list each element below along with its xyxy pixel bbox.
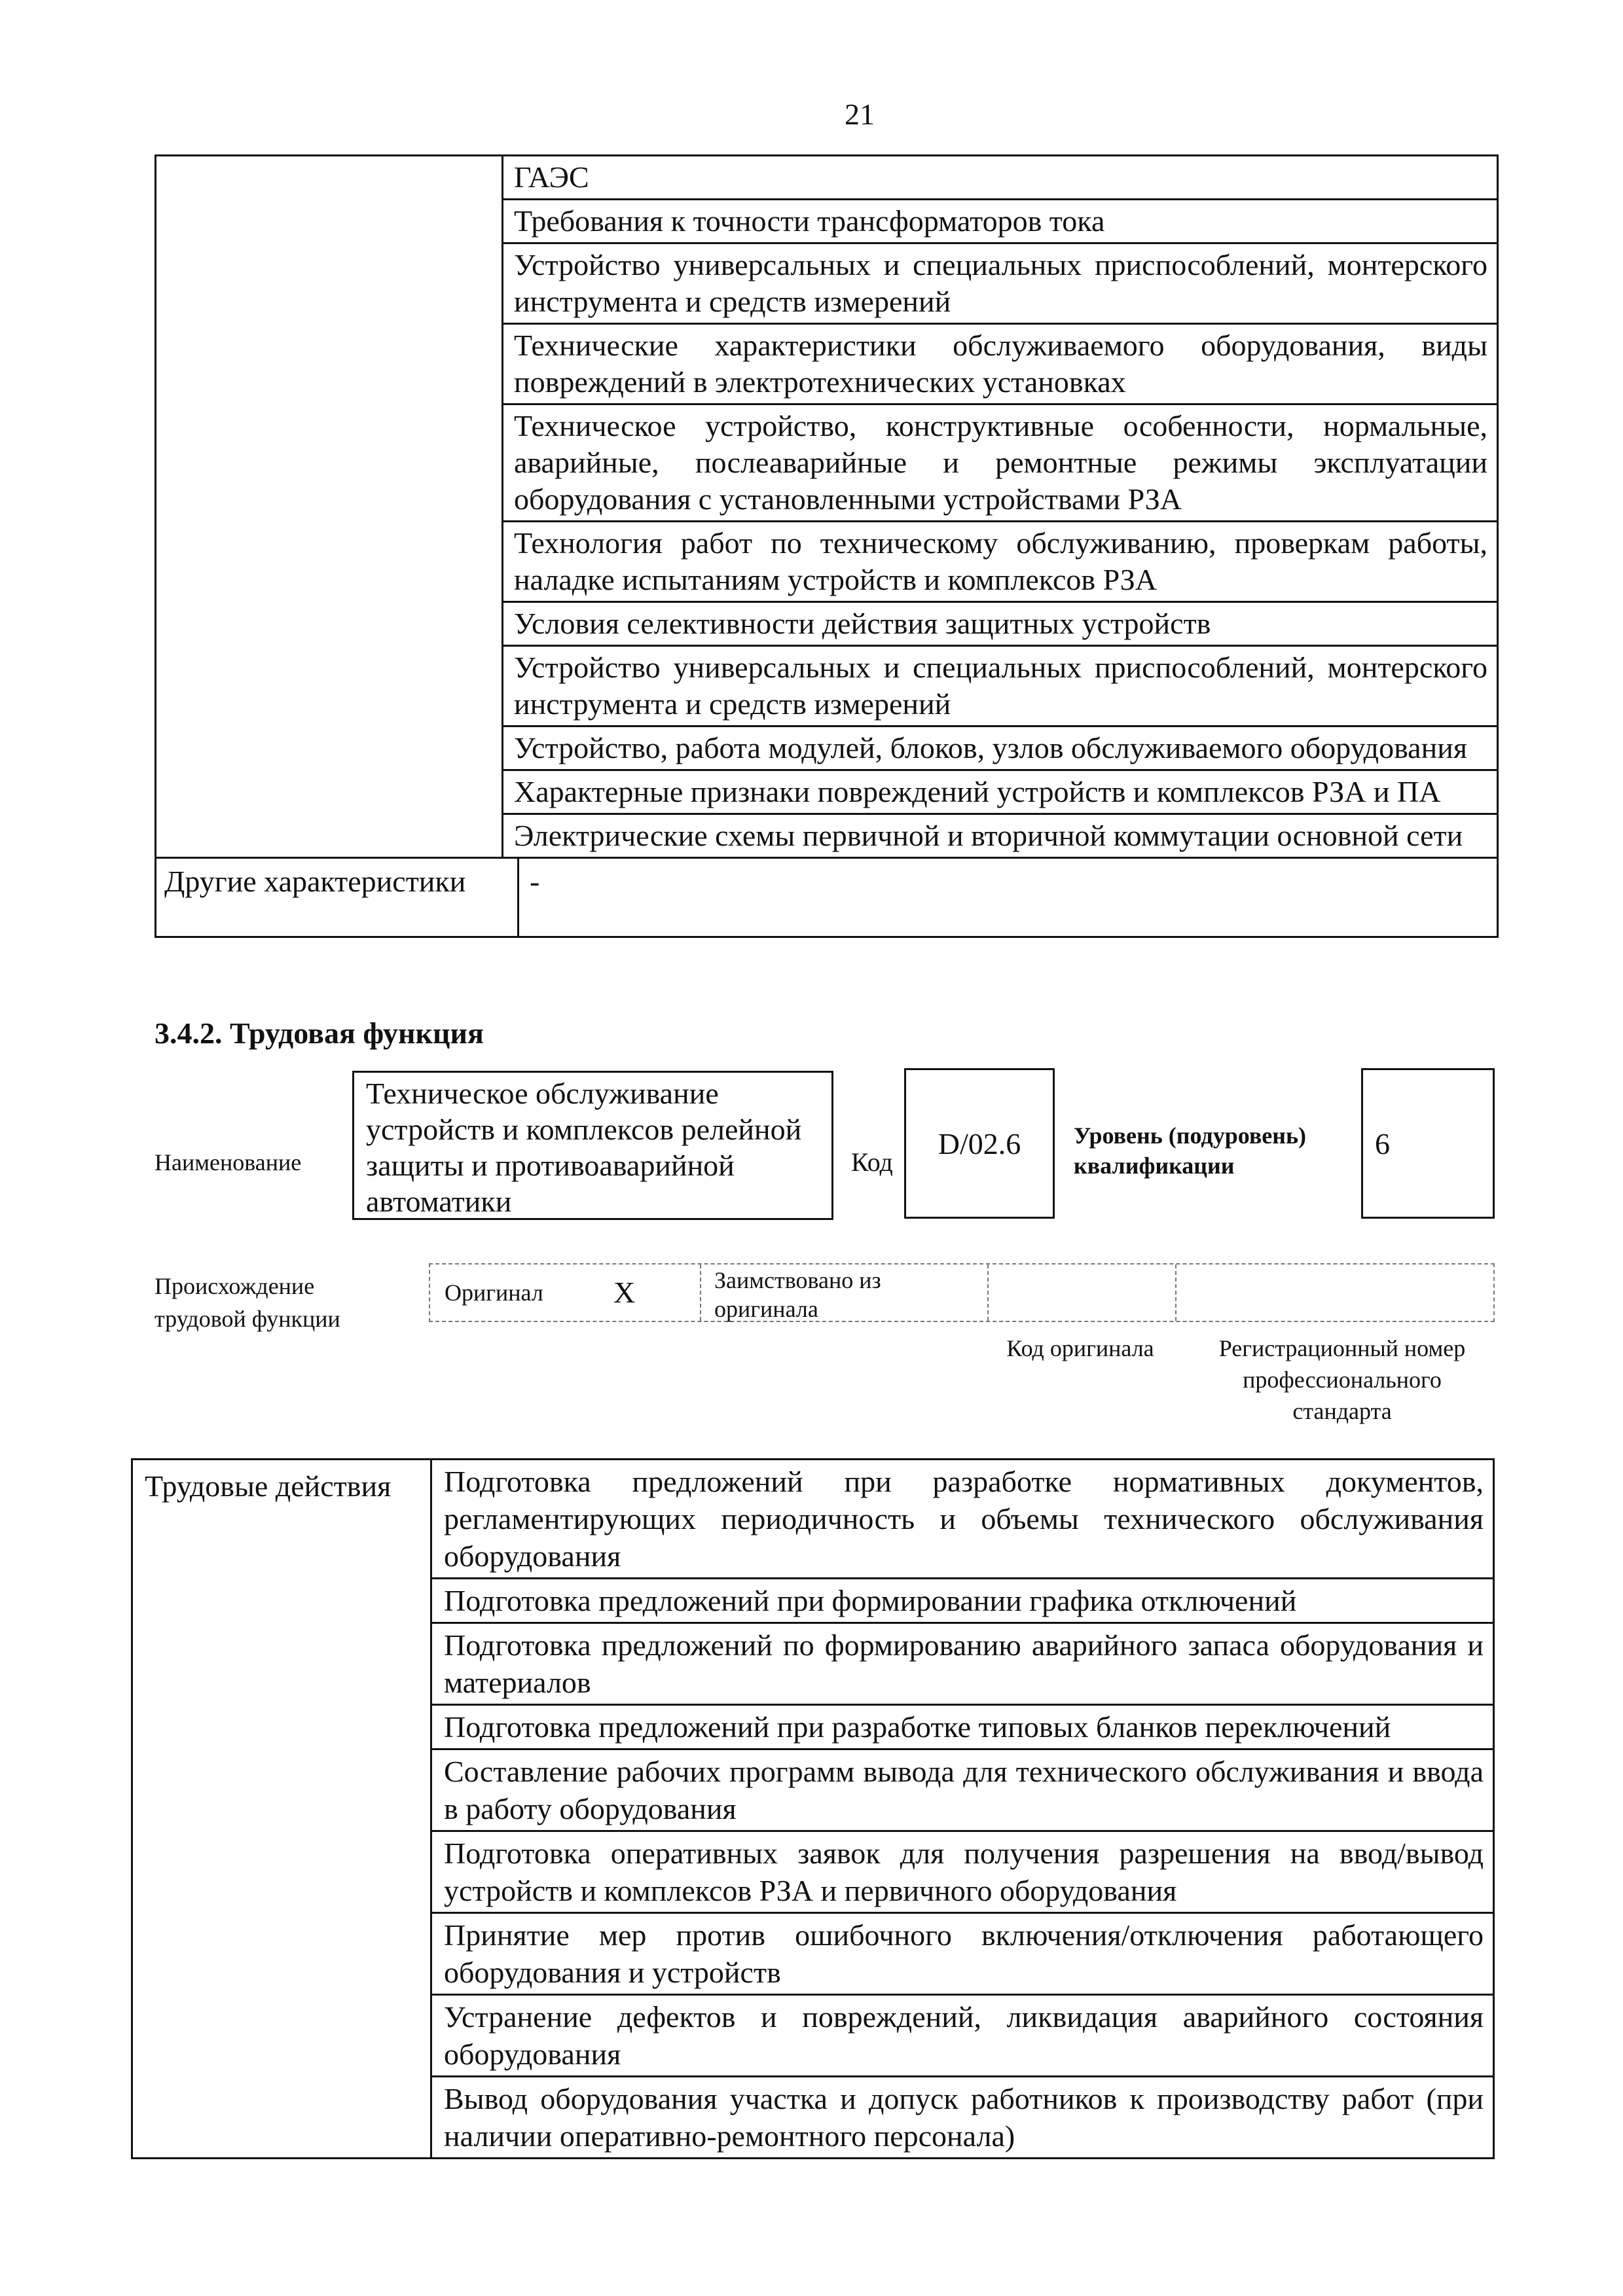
level-label: Уровень (подуровень) квалификации	[1074, 1122, 1307, 1179]
other-characteristics-value: -	[530, 865, 540, 898]
knowledge-label-cell	[156, 156, 503, 857]
name-label: Наименование	[155, 1149, 302, 1175]
page-number: 21	[845, 98, 875, 131]
labour-action-item: Подготовка предложений при формировании графика отключений	[432, 1577, 1493, 1622]
knowledge-item: Устройство универсальных и специальных приспособлений, монтерского инструмента и средств измерений	[503, 242, 1497, 323]
knowledge-item: Устройство универсальных и специальных приспособлений, монтерского инструмента и средств измерений	[503, 645, 1497, 725]
knowledge-items	[503, 156, 1497, 857]
knowledge-item: Характерные признаки повреждений устройств и комплексов РЗА и ПА	[503, 769, 1497, 813]
other-characteristics-label: Другие характеристики	[156, 859, 519, 936]
labour-action-item: Подготовка предложений по формированию аварийного запаса оборудования и материалов	[432, 1622, 1493, 1704]
knowledge-item: Требования к точности трансформаторов тока	[503, 198, 1497, 242]
labour-action-item: Устранение дефектов и повреждений, ликвидация аварийного состояния оборудования	[432, 1994, 1493, 2075]
section-heading: 3.4.2. Трудовая функция	[155, 1016, 484, 1050]
labour-action-item: Принятие мер против ошибочного включения/отключения работающего оборудования и устройств	[432, 1912, 1493, 1994]
reg-number-cell	[1176, 1265, 1493, 1321]
function-name-box: Техническое обслуживание устройств и комплексов релейной защиты и противоаварийной автоматики	[352, 1071, 833, 1220]
labour-actions-label: Трудовые действия	[133, 1460, 432, 2157]
code-original-caption: Код оригинала	[1006, 1335, 1154, 1361]
other-characteristics-row	[156, 857, 1497, 936]
knowledge-item: Техническое устройство, конструктивные особенности, нормальные, аварийные, послеаварийные и ремонтные режимы эксплуатации оборудования с установленными устройствами РЗА	[503, 403, 1497, 520]
function-code-box: D/02.6	[904, 1068, 1055, 1219]
original-mark: X	[613, 1276, 636, 1309]
knowledge-item: Технология работ по техническому обслуживанию, проверкам работы, наладке испытаниям устройств и комплексов РЗА	[503, 520, 1497, 601]
original-cell	[430, 1265, 701, 1321]
knowledge-row-group	[156, 156, 1497, 857]
labour-action-item: Подготовка оперативных заявок для получения разрешения на ввод/вывод устройств и комплексов РЗА и первичного оборудования	[432, 1830, 1493, 1912]
labour-action-item: Подготовка предложений при разработке нормативных документов, регламентирующих периодичность и объемы технического обслуживания оборудования	[444, 1465, 1484, 1573]
origin-row	[429, 1263, 1495, 1322]
knowledge-item: Электрические схемы первичной и вторичной коммутации основной сети	[503, 813, 1497, 857]
labour-actions-items	[432, 1460, 1493, 2157]
origin-label: Происхождение трудовой функции	[155, 1273, 340, 1332]
labour-action-item: Составление рабочих программ вывода для технического обслуживания и ввода в работу оборудования	[432, 1748, 1493, 1830]
borrowed-cell	[701, 1265, 989, 1321]
reg-number-caption: Регистрационный номер профессионального стандарта	[1218, 1335, 1466, 1424]
labour-actions-table	[131, 1458, 1495, 2159]
labour-action-item: Подготовка предложений при разработке типовых бланков переключений	[432, 1704, 1493, 1748]
qualification-level-box: 6	[1361, 1068, 1495, 1219]
original-label: Оригинал	[445, 1280, 543, 1306]
knowledge-item: Технические характеристики обслуживаемого оборудования, виды повреждений в электротехнических установках	[503, 323, 1497, 403]
code-original-cell	[989, 1265, 1176, 1321]
knowledge-item: Условия селективности действия защитных устройств	[503, 601, 1497, 645]
knowledge-item: ГАЭС	[514, 160, 589, 194]
knowledge-table	[155, 154, 1499, 938]
labour-action-item: Вывод оборудования участка и допуск работников к производству работ (при наличии оперативно-ремонтного персонала)	[432, 2075, 1493, 2157]
knowledge-item: Устройство, работа модулей, блоков, узлов обслуживаемого оборудования	[503, 725, 1497, 769]
borrowed-label: Заимствовано из оригинала	[714, 1267, 881, 1322]
code-label: Код	[851, 1147, 893, 1177]
